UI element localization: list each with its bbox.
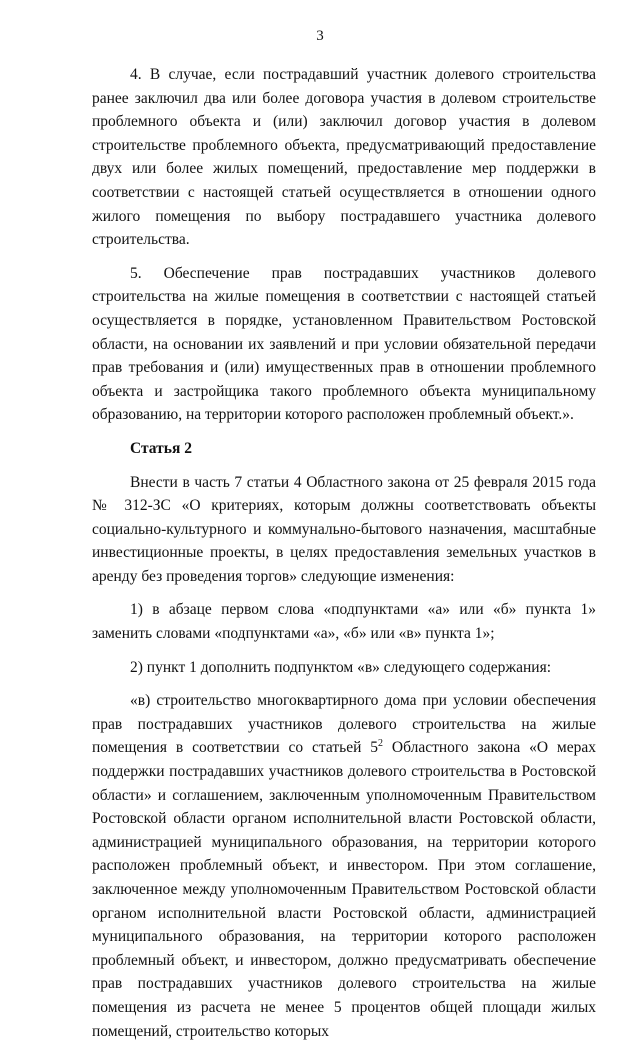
subpoint-v-text-end: Областного закона «О мерах поддержки пострадавших участников долевого строительства в Ростовской области» и соглашением, заключенным уполномоченным Правительством Ростовской области органом исполнительной власти Ростовской области, администрацией муниципального образования, на территории которого расположен проблемный объект, и инвестором. При этом соглашение, заключенное между уполномоченным Правительством Ростовской области органом исполнительной власти Ростовской области, администрацией муниципального образования, на территории которого расположен проблемный объект, и инвестором, должно предусматривать обеспечение прав пострадавших участников долевого строительства на жилые помещения из расчета не менее 5 процентов общей площади жилых помещений, строительство которых — [92, 739, 596, 1040]
article-intro: Внести в часть 7 статьи 4 Областного закона от 25 февраля 2015 года № 312-ЗС «О критериях, которым должны соответствовать объекты социально-культурного и коммунально-бытового назначения, масштабные инвестиционные проекты, в целях предоставления земельных участков в аренду без проведения торгов» следующие изменения: — [92, 473, 596, 585]
article-superscript: 2 — [378, 738, 384, 750]
page-number: 3 — [316, 28, 324, 44]
subpoint-v-text-start: «в) строительство многоквартирного дома при условии обеспечения прав пострадавших участников долевого строительства на жилые помещения в соответствии со статьей 5 — [92, 692, 596, 757]
article-heading: Статья 2 — [130, 439, 192, 457]
paragraph-5: 5. Обеспечение прав пострадавших участников долевого строительства на жилые помещения в соответствии с настоящей статьей осуществляется в порядке, установленном Правительством Ростовской области, на основании их заявлений и при условии обязательной передачи прав требования и (или) имущественных прав в отношении проблемного объекта и застройщика такого проблемного объекта муниципальному образованию, на территории которого расположен проблемный объект.». — [92, 264, 596, 424]
paragraph-4: 4. В случае, если пострадавший участник долевого строительства ранее заключил два или более договора участия в долевом строительстве проблемного объекта и (или) заключил договор участия в долевом строительстве проблемного объекта, предусматривающий предоставление двух или более жилых помещений, предоставление мер поддержки в соответствии с настоящей статьей осуществляется в отношении одного жилого помещения по выбору пострадавшего участника долевого строительства. — [92, 66, 596, 249]
amendment-item-1: 1) в абзаце первом слова «подпунктами «а» или «б» пункта 1» заменить словами «подпунктами «а», «б» или «в» пункта 1»; — [92, 601, 596, 643]
document-body — [92, 63, 596, 1043]
amendment-item-2: 2) пункт 1 дополнить подпунктом «в» следующего содержания: — [130, 658, 552, 676]
subpoint-v — [92, 689, 596, 1043]
